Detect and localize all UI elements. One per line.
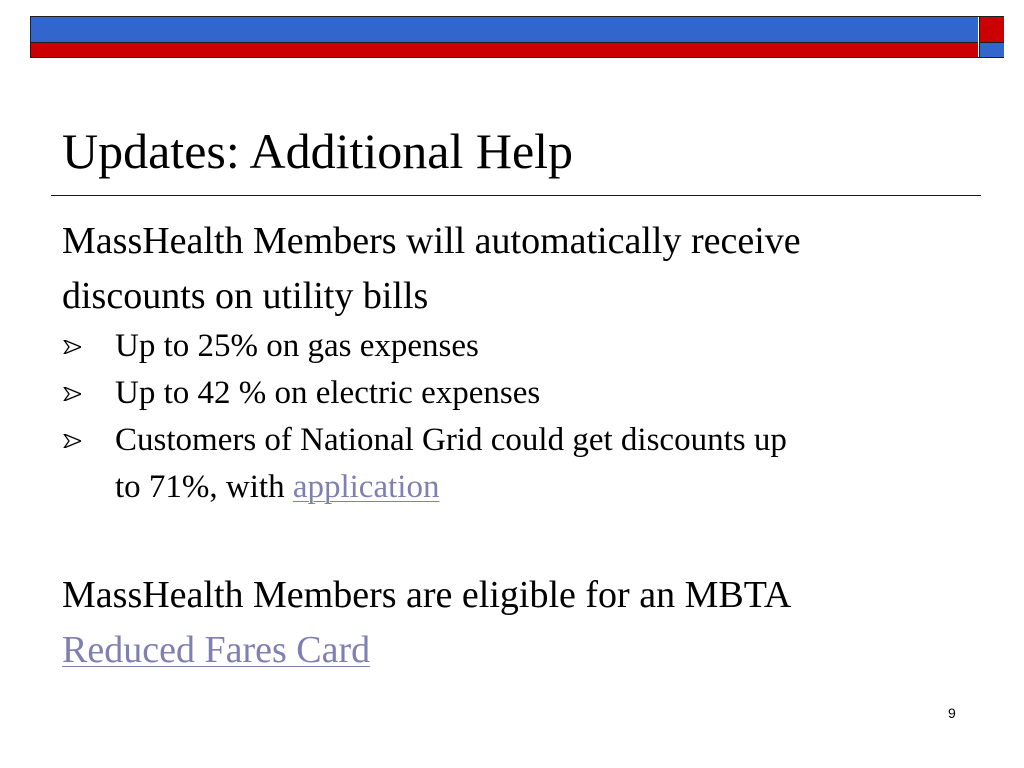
bullet-national-grid-discount <box>62 417 962 511</box>
arrow-bullet-icon <box>63 417 89 464</box>
header-blue-stripe <box>31 17 978 43</box>
reduced-fares-card-link[interactable]: Reduced Fares Card <box>62 629 371 671</box>
bullet-text-line-1: Customers of National Grid could get discounts up <box>115 422 787 458</box>
header-red-stripe <box>31 43 978 57</box>
slide-title: Updates: Additional Help <box>62 123 574 179</box>
utility-discount-paragraph <box>62 214 801 324</box>
bullet-text-line-2: to 71%, with <box>115 469 293 505</box>
arrow-bullet-icon <box>63 370 89 417</box>
header-blue-square <box>979 43 1004 57</box>
title-divider <box>51 195 981 196</box>
bullet-gas-discount <box>62 323 962 370</box>
header-decorative-bar <box>30 16 1004 58</box>
bullet-text: Up to 42 % on electric expenses <box>115 375 541 411</box>
utility-line-2: discounts on utility bills <box>62 275 429 317</box>
arrow-bullet-icon <box>63 323 89 370</box>
bullet-text: Up to 25% on gas expenses <box>115 328 479 364</box>
discount-bullet-list <box>62 323 962 511</box>
mbta-line-1: MassHealth Members are eligible for an MBTA <box>62 574 792 616</box>
utility-line-1: MassHealth Members will automatically receive <box>62 220 801 262</box>
mbta-paragraph <box>62 568 791 678</box>
application-link[interactable]: application <box>292 469 440 505</box>
page-number: 9 <box>948 705 956 721</box>
header-red-square <box>979 17 1004 43</box>
bullet-electric-discount <box>62 370 962 417</box>
